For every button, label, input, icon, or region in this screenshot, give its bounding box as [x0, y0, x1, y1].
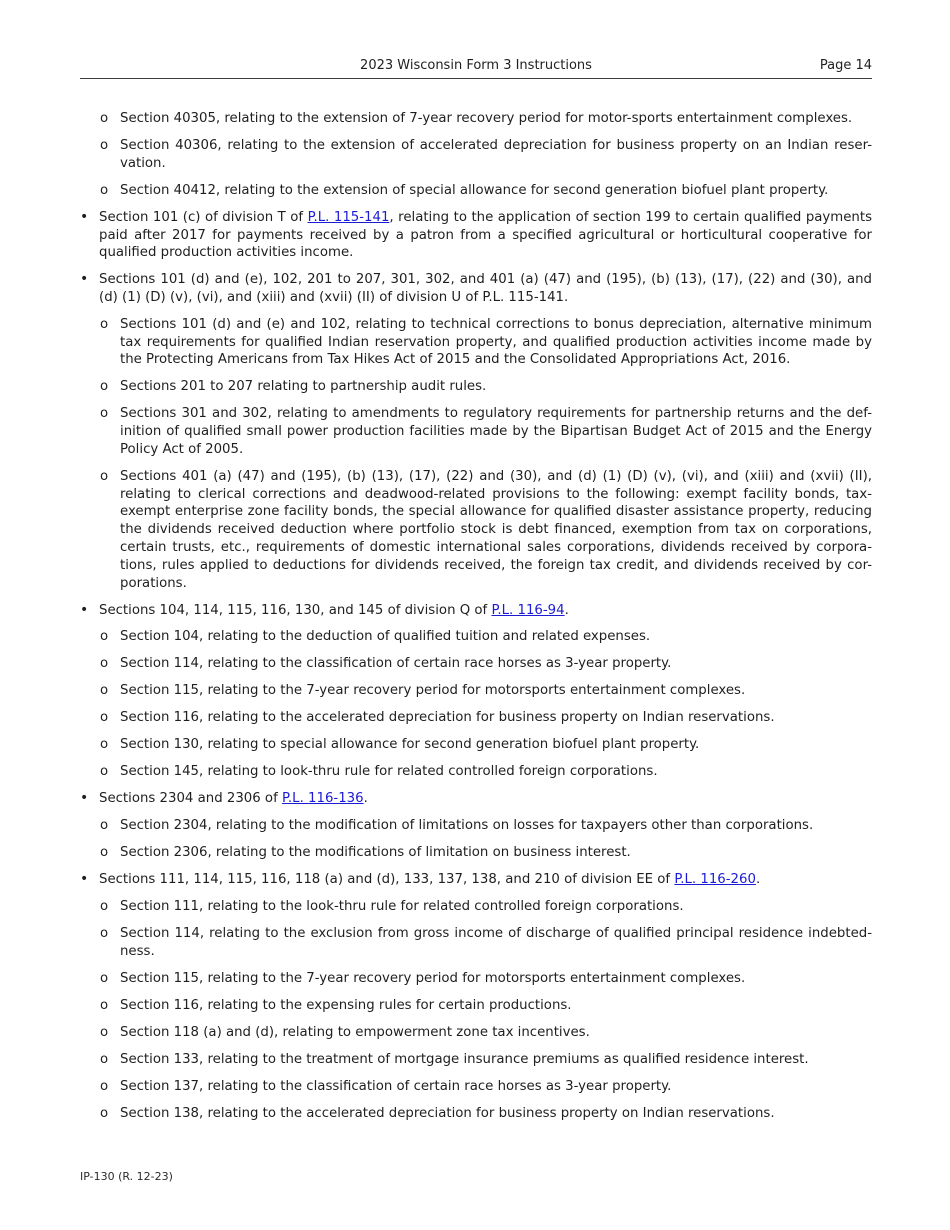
sub-bullet-marker: o [100, 925, 109, 941]
bullet-marker: • [80, 871, 89, 888]
sub-bullet-item [80, 898, 872, 916]
item-text-pre: Sections 2304 and 2306 of [99, 791, 282, 807]
bullet-marker: • [80, 790, 89, 807]
item-text: Section 116, relating to the expensing rules for certain productions. [120, 997, 572, 1013]
item-text: Section 130, relating to special allowance for second generation biofuel plant property. [120, 737, 700, 753]
sub-bullet-marker: o [100, 316, 109, 332]
bullet-item [80, 271, 872, 307]
item-text: Sections 201 to 207 relating to partnership audit rules. [120, 379, 487, 395]
item-text: Section 115, relating to the 7-year recovery period for motorsports entertainment complexes. [120, 970, 746, 986]
bullet-item [80, 790, 872, 808]
sub-bullet-item [80, 970, 872, 988]
item-text-pre: Sections 104, 114, 115, 116, 130, and 145 of division Q of [99, 602, 492, 618]
item-text: Section 40412, relating to the extension of special allowance for second generation biofuel plant property. [120, 182, 829, 198]
sub-bullet-marker: o [100, 1105, 109, 1121]
sub-bullet-item [80, 844, 872, 862]
sub-bullet-marker: o [100, 379, 109, 395]
bullet-marker: • [80, 601, 89, 618]
document-body [80, 110, 872, 1132]
sub-bullet-marker: o [100, 137, 109, 153]
item-text: Section 137, relating to the classification of certain race horses as 3-year property. [120, 1078, 672, 1094]
item-text: Section 104, relating to the deduction of qualified tuition and related expenses. [120, 629, 651, 645]
sub-bullet-item [80, 925, 872, 961]
sub-bullet-marker: o [100, 1078, 109, 1094]
sub-bullet-marker: o [100, 111, 109, 126]
item-text: Section 2304, relating to the modification of limitations on losses for taxpayers other than corporations. [120, 818, 814, 834]
item-text [99, 603, 569, 618]
sub-bullet-marker: o [100, 764, 109, 780]
item-text: Sections 401 (a) (47) and (195), (b) (13), (17), (22) and (30), and (d) (1) (D) (v), (vi), and (xiii) and (xvii) (II), relating to clerical corrections and deadwood-related provisions to the following: exempt facility bonds, tax-exempt enterprise zone facility bonds, the special allowance for qualified disaster assistance property, reducing the dividends received deduction where portfolio stock is debt financed, exemption from tax on corporations, certain trusts, etc., requirements of domestic international sales corporations, dividends received by corpora-tions, rules applied to deductions for dividends received, the foreign tax credit, and dividends received by cor-porations. [120, 468, 872, 591]
item-text: Section 115, relating to the 7-year recovery period for motorsports entertainment complexes. [120, 683, 746, 699]
sub-bullet-item [80, 709, 872, 727]
bullet-item [80, 602, 872, 620]
sub-bullet-marker: o [100, 182, 109, 198]
item-text-pre: Section 101 (c) of division T of [99, 209, 308, 225]
item-text: Sections 301 and 302, relating to amendments to regulatory requirements for partnership returns and the def-inition of qualified small power production facilities made by the Bipartisan Budget Act of 2015 and the Energy Policy Act of 2005. [120, 406, 872, 457]
bullet-item [80, 871, 872, 889]
item-text: Section 114, relating to the classification of certain race horses as 3-year property. [120, 656, 672, 672]
sub-bullet-marker: o [100, 997, 109, 1013]
sub-bullet-item [80, 182, 872, 200]
sub-bullet-marker: o [100, 1024, 109, 1040]
public-law-link[interactable]: P.L. 116-94 [491, 602, 565, 618]
sub-bullet-marker: o [100, 898, 109, 914]
item-text [99, 791, 368, 806]
item-text: Section 118 (a) and (d), relating to empowerment zone tax incentives. [120, 1024, 590, 1040]
sub-bullet-marker: o [100, 845, 109, 861]
public-law-link[interactable]: P.L. 115-141 [307, 209, 390, 225]
item-text: Section 40305, relating to the extension of 7-year recovery period for motor-sports entertainment complexes. [120, 111, 853, 126]
item-text-post: . [363, 791, 368, 807]
item-text: Section 138, relating to the accelerated depreciation for business property on Indian reservations. [120, 1105, 775, 1121]
form-code: IP-130 (R. 12-23) [80, 1170, 173, 1183]
item-text [99, 872, 760, 887]
sub-bullet-item [80, 736, 872, 754]
sub-bullet-marker: o [100, 406, 109, 422]
sub-bullet-item [80, 997, 872, 1015]
item-text-post: , relating to the application of section 199 to certain qualified payments paid after 2017 for payments received by a patron from a specified agricultural or horticultural cooperative for qualified production activities income. [99, 209, 872, 261]
sub-bullet-item [80, 1078, 872, 1096]
sub-bullet-item [80, 137, 872, 173]
item-text-post: . [755, 872, 761, 888]
item-text: Section 40306, relating to the extension of accelerated depreciation for business property on an Indian reser-vation. [120, 137, 872, 171]
item-text: Section 111, relating to the look-thru rule for related controlled foreign corporations. [120, 898, 684, 914]
item-text: Sections 101 (d) and (e) and 102, relating to technical corrections to bonus depreciation, alternative minimum tax requirements for qualified Indian reservation property, and qualified production activities income made by the Protecting Americans from Tax Hikes Act of 2015 and the Consolidated Appropriations Act, 2016. [120, 316, 872, 368]
sub-bullet-item [80, 316, 872, 369]
sub-bullet-item [80, 682, 872, 700]
sub-bullet-marker: o [100, 970, 109, 986]
page-number: Page 14 [819, 58, 872, 73]
item-text: Section 114, relating to the exclusion from gross income of discharge of qualified principal residence indebted-ness. [120, 925, 872, 959]
sub-bullet-item [80, 628, 872, 646]
sub-bullet-item [80, 1024, 872, 1042]
bullet-marker: • [80, 208, 89, 225]
sub-bullet-item [80, 1051, 872, 1069]
sub-bullet-item [80, 405, 872, 458]
public-law-link[interactable]: P.L. 116-260 [674, 872, 756, 888]
sub-bullet-item [80, 817, 872, 835]
sub-bullet-marker: o [100, 629, 109, 645]
page-header [80, 56, 872, 79]
item-text-post: . [564, 602, 569, 618]
item-text-pre: Sections 111, 114, 115, 116, 118 (a) and (d), 133, 137, 138, and 210 of division EE of [99, 872, 675, 888]
sub-bullet-item [80, 378, 872, 396]
sub-bullet-marker: o [100, 818, 109, 834]
bullet-marker: • [80, 271, 89, 288]
item-text [99, 210, 872, 261]
sub-bullet-marker: o [100, 683, 109, 699]
sub-bullet-item [80, 655, 872, 673]
sub-bullet-item [80, 468, 872, 593]
sub-bullet-item [80, 763, 872, 781]
sub-bullet-marker: o [100, 468, 109, 484]
sub-bullet-item [80, 1105, 872, 1123]
item-text: Section 2306, relating to the modifications of limitation on business interest. [120, 845, 631, 861]
sub-bullet-item [80, 110, 872, 128]
sub-bullet-marker: o [100, 1051, 109, 1067]
document-title: 2023 Wisconsin Form 3 Instructions [360, 58, 592, 73]
item-text: Sections 101 (d) and (e), 102, 201 to 207, 301, 302, and 401 (a) (47) and (195), (b) (13), (17), (22) and (30), and (d) (1) (D) (v), (vi), and (xiii) and (xvii) (II) of division U of P.L. 115-141. [99, 272, 872, 305]
item-text: Section 116, relating to the accelerated depreciation for business property on Indian reservations. [120, 710, 775, 726]
item-text: Section 145, relating to look-thru rule for related controlled foreign corporations. [120, 764, 658, 780]
sub-bullet-marker: o [100, 710, 109, 726]
bullet-item [80, 209, 872, 262]
item-text: Section 133, relating to the treatment of mortgage insurance premiums as qualified residence interest. [120, 1051, 809, 1067]
sub-bullet-marker: o [100, 656, 109, 672]
sub-bullet-marker: o [100, 737, 109, 753]
public-law-link[interactable]: P.L. 116-136 [281, 791, 364, 807]
